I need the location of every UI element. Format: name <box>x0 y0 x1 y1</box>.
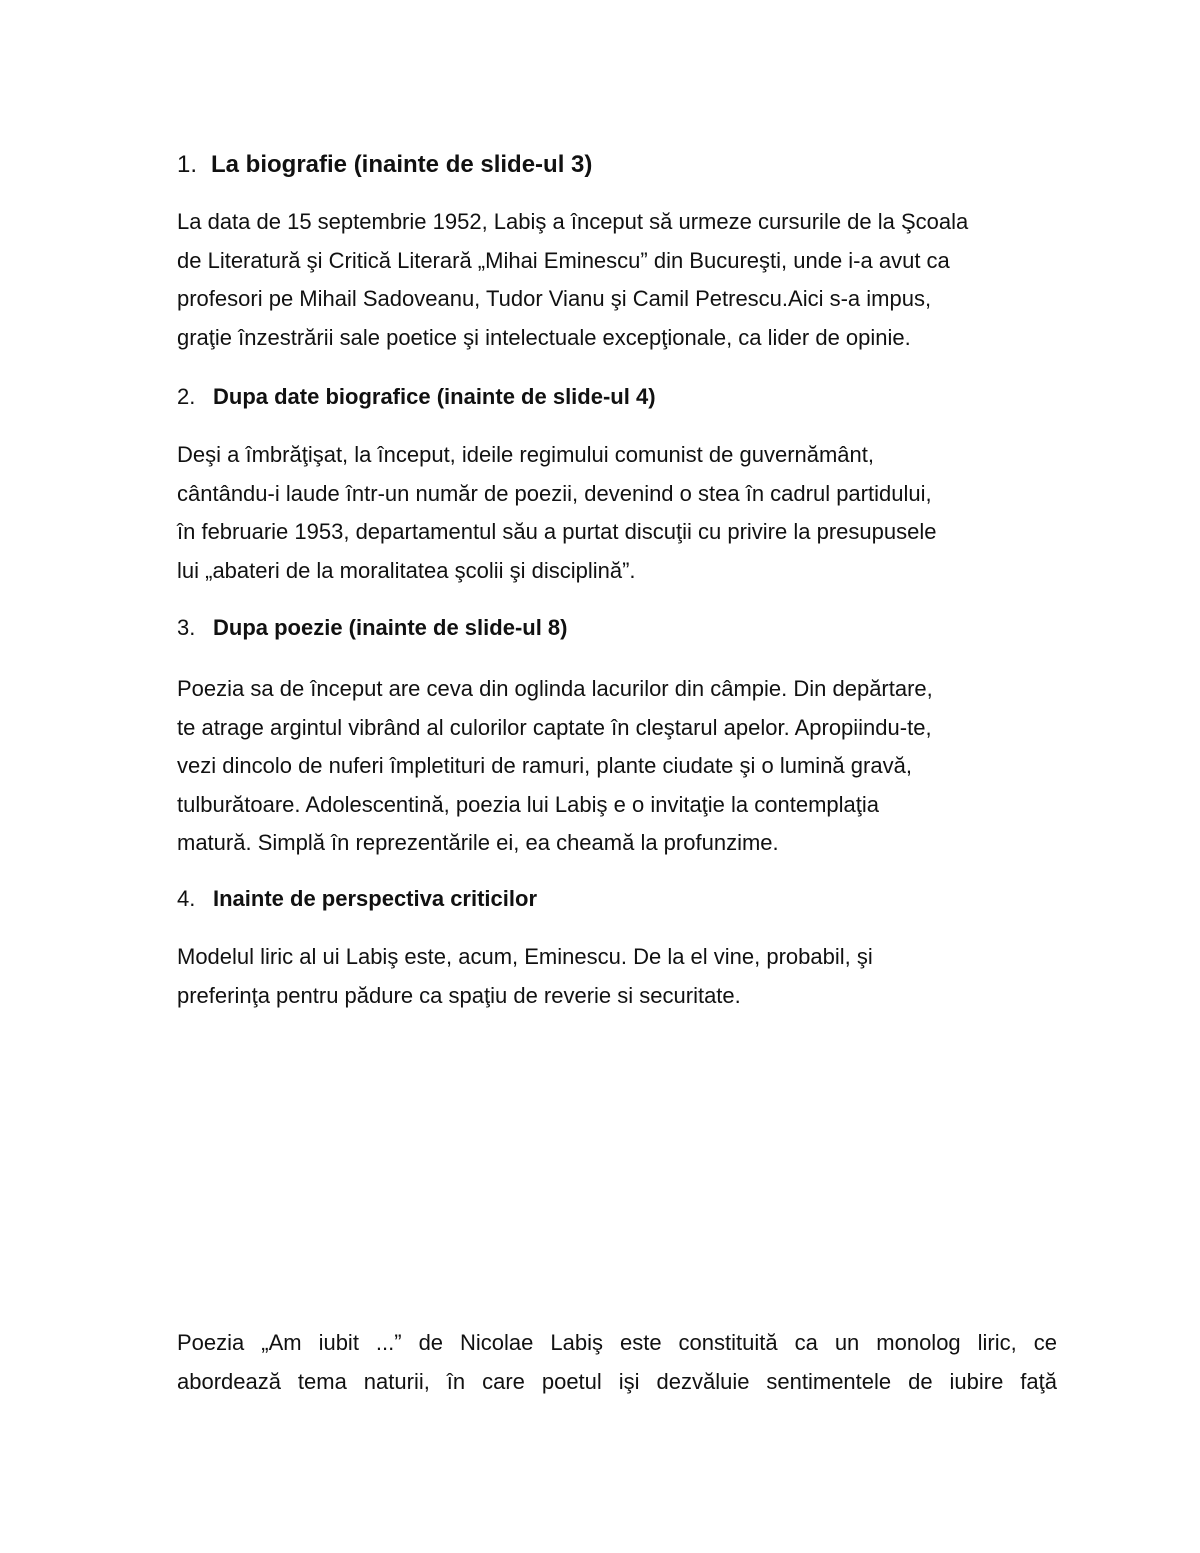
paragraph-line: cântându-i laude într-un număr de poezii, devenind o stea în cadrul partidului, <box>177 480 932 506</box>
paragraph-line: preferinţa pentru pădure ca spaţiu de reverie si securitate. <box>177 982 741 1008</box>
section-number: 1. <box>177 151 198 178</box>
paragraph-line: Deşi a îmbrăţişat, la început, ideile regimului comunist de guvernământ, <box>177 442 875 467</box>
section-title: Dupa poezie (inainte de slide-ul 8) <box>213 615 568 640</box>
paragraph-line: graţie înzestrării sale poetice şi intelectuale excepţionale, ca lider de opinie. <box>177 324 911 350</box>
section-paragraph-3 <box>177 670 1057 863</box>
document-page <box>177 0 1057 1553</box>
section-heading-4 <box>177 884 1057 914</box>
section-number: 2. <box>177 384 196 409</box>
section-paragraph-4 <box>177 938 1057 1015</box>
section-title: Dupa date biografice (inainte de slide-ul 4) <box>213 384 656 409</box>
paragraph-line: te atrage argintul vibrând al culorilor captate în cleştarul apelor. Apropiindu-te, <box>177 714 932 740</box>
section-title: Inainte de perspectiva criticilor <box>213 886 538 911</box>
paragraph-line: vezi dincolo de nuferi împletituri de ramuri, plante ciudate şi o lumină gravă, <box>177 753 912 778</box>
section-number: 4. <box>177 886 196 911</box>
section-paragraph-2 <box>177 436 1057 590</box>
section-paragraph-1 <box>177 203 1057 357</box>
paragraph-line: abordează tema naturii, în care poetul işi dezvăluie sentimentele de iubire faţă <box>177 1368 1057 1394</box>
section-heading-1 <box>177 150 1057 180</box>
paragraph-line: profesori pe Mihail Sadoveanu, Tudor Vianu şi Camil Petrescu.Aici s-a impus, <box>177 286 932 311</box>
paragraph-line: în februarie 1953, departamentul său a purtat discuţii cu privire la presupusele <box>177 519 937 544</box>
section-heading-2 <box>177 382 1057 412</box>
paragraph-line: Poezia sa de început are ceva din oglinda lacurilor din câmpie. Din depărtare, <box>177 676 933 701</box>
paragraph-line: tulburătoare. Adolescentină, poezia lui Labiş e o invitaţie la contemplaţia <box>177 791 880 817</box>
paragraph-line: de Literatură şi Critică Literară „Mihai Eminescu” din Bucureşti, unde i-a avut ca <box>177 247 950 273</box>
section-title: La biografie (inainte de slide-ul 3) <box>211 151 593 178</box>
closing-paragraph <box>177 1324 1057 1401</box>
paragraph-line: Poezia „Am iubit ...” de Nicolae Labiş este constituită ca un monolog liric, ce <box>177 1330 1057 1355</box>
section-number: 3. <box>177 615 196 640</box>
paragraph-line: matură. Simplă în reprezentările ei, ea cheamă la profunzime. <box>177 830 779 855</box>
section-heading-3 <box>177 613 1057 643</box>
paragraph-line: Modelul liric al ui Labiş este, acum, Eminescu. De la el vine, probabil, şi <box>177 944 873 969</box>
paragraph-line: lui „abateri de la moralitatea şcolii şi disciplină”. <box>177 557 636 583</box>
paragraph-line: La data de 15 septembrie 1952, Labiş a început să urmeze cursurile de la Şcoala <box>177 209 969 234</box>
